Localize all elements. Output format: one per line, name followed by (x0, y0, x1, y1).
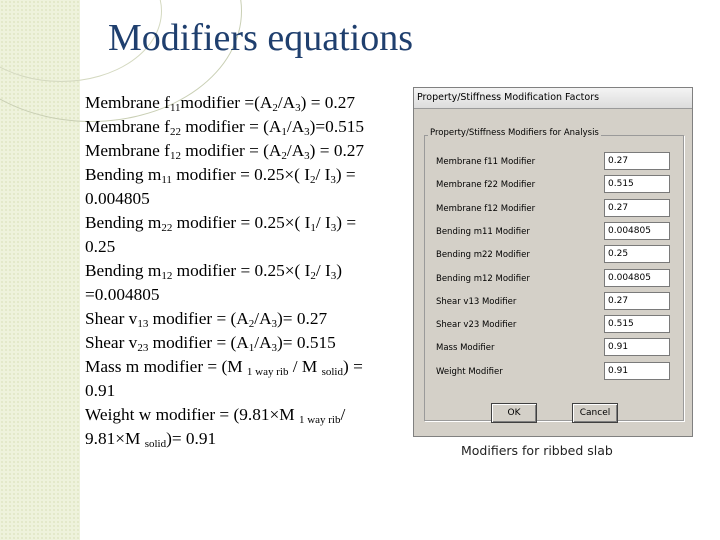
equation-text: modifier = 0.25×( I (171, 165, 310, 184)
modifier-row (414, 269, 684, 289)
equation-text: / I (315, 213, 331, 232)
equation-line (85, 211, 415, 235)
modifier-input[interactable]: 0.27 (604, 292, 670, 310)
ok-button[interactable]: OK (491, 403, 537, 423)
equation-text: Mass m modifier = (M (85, 357, 247, 376)
equation-text: / M (288, 357, 322, 376)
equation-subscript: 1 way rib (298, 414, 341, 426)
equation-text: ) = (336, 213, 357, 232)
modifier-input[interactable]: 0.27 (604, 199, 670, 217)
equation-subscript: 1 (310, 222, 316, 234)
modifier-label: Membrane f11 Modifier (436, 157, 536, 167)
modifier-input[interactable]: 0.004805 (604, 269, 670, 287)
equation-line (85, 427, 415, 451)
equation-line (85, 163, 415, 187)
equation-text: Bending m (85, 165, 162, 184)
equation-text: modifier =(A (180, 93, 273, 112)
equation-text: /A (254, 333, 272, 352)
equation-line (85, 139, 415, 163)
equation-text: /A (286, 141, 305, 160)
equation-subscript: 3 (271, 318, 278, 330)
equation-subscript: 3 (295, 102, 301, 114)
equation-subscript: 13 (137, 318, 149, 330)
equation-subscript: 12 (161, 270, 173, 282)
equation-text: / I (315, 261, 331, 280)
equation-line (85, 403, 415, 427)
equation-line (85, 283, 415, 307)
modifier-label: Bending m22 Modifier (436, 250, 530, 261)
equation-text: modifier = 0.25×( I (172, 261, 311, 280)
modifier-row (414, 362, 684, 382)
modifier-input[interactable]: 0.91 (604, 362, 670, 380)
equation-subscript: 3 (304, 126, 310, 138)
modifier-row (414, 199, 684, 219)
equation-subscript: solid (321, 366, 343, 378)
equation-text: /A (254, 309, 272, 328)
equation-text: Bending m (85, 213, 162, 232)
equation-subscript: 2 (281, 150, 287, 162)
equation-line (85, 259, 415, 283)
equation-text: ) (336, 261, 343, 280)
equation-text: modifier = (A (148, 309, 249, 328)
equation-text: /A (286, 117, 305, 136)
equation-line (85, 355, 415, 379)
equation-subscript: 1 (248, 342, 255, 354)
modifier-input[interactable]: 0.004805 (604, 222, 670, 240)
figure-caption: Modifiers for ribbed slab (461, 443, 613, 458)
modifier-label: Membrane f22 Modifier (436, 180, 536, 191)
equation-text: Shear v (85, 309, 138, 328)
equation-text: =0.004805 (85, 285, 160, 304)
modifier-input[interactable]: 0.515 (604, 315, 670, 333)
modifier-row (414, 292, 684, 312)
equation-line (85, 91, 415, 115)
modifier-row (414, 315, 684, 335)
modifier-input[interactable]: 0.91 (604, 338, 670, 356)
equation-text: modifier = (A (148, 333, 249, 352)
equation-line (85, 307, 415, 331)
slide-title: Modifiers equations (108, 17, 414, 59)
equation-text: ) = (343, 357, 363, 376)
modifier-label: Membrane f12 Modifier (436, 203, 536, 214)
modifier-label: Weight Modifier (436, 366, 503, 377)
modifier-label: Shear v23 Modifier (436, 320, 517, 331)
equation-subscript: 12 (169, 150, 181, 162)
equation-line (85, 115, 415, 139)
equation-subscript: 11 (161, 174, 172, 186)
cancel-button[interactable]: Cancel (572, 403, 618, 423)
modifier-label: Shear v13 Modifier (436, 296, 517, 307)
equation-subscript: 22 (169, 126, 181, 138)
group-label: Property/Stiffness Modifiers for Analysis (430, 128, 599, 138)
equation-subscript: 2 (248, 318, 255, 330)
equation-text: Bending m (85, 261, 162, 280)
equation-subscript: 3 (330, 222, 337, 234)
equation-text: Membrane f (85, 93, 170, 112)
modifier-label: Mass Modifier (436, 343, 495, 354)
equation-text: /A (277, 93, 296, 112)
equation-text: ) = 0.27 (309, 141, 365, 160)
modifier-row (414, 338, 684, 358)
equation-text: 0.004805 (85, 189, 150, 208)
equation-line (85, 187, 415, 211)
equation-text: 9.81×M (85, 429, 145, 448)
equation-text: Shear v (85, 333, 138, 352)
modifier-input[interactable]: 0.515 (604, 175, 670, 193)
equation-subscript: 2 (272, 102, 278, 114)
equation-text: ) = (335, 165, 356, 184)
equation-subscript: 3 (271, 342, 278, 354)
equation-text: Membrane f (85, 117, 170, 136)
equation-subscript: 3 (330, 174, 336, 186)
equation-text: modifier = (A (180, 141, 282, 160)
equation-text: )= 0.27 (277, 309, 328, 328)
dialog-title: Property/Stiffness Modification Factors (414, 88, 692, 109)
equation-subscript: 2 (310, 270, 316, 282)
modifiers-dialog (413, 87, 693, 437)
equation-text: ) = 0.27 (300, 93, 356, 112)
equation-subscript: 11 (169, 102, 181, 114)
modifier-input[interactable]: 0.27 (604, 152, 670, 170)
equation-subscript: 2 (309, 174, 316, 186)
modifier-input[interactable]: 0.25 (604, 245, 670, 263)
equation-text: Weight w modifier = (9.81×M (85, 405, 299, 424)
equation-line (85, 235, 415, 259)
equation-text: / I (315, 165, 331, 184)
modifier-label: Bending m11 Modifier (436, 226, 530, 237)
equation-subscript: 22 (161, 222, 173, 234)
equation-subscript: 1 way rib (246, 366, 289, 378)
equations-list (85, 91, 415, 451)
equation-subscript: 3 (304, 150, 310, 162)
modifier-row (414, 245, 684, 265)
equation-text: )= 0.515 (277, 333, 336, 352)
modifier-row (414, 175, 684, 195)
modifier-row (414, 222, 684, 242)
modifier-row (414, 152, 684, 172)
equation-text: / (340, 405, 346, 424)
equation-line (85, 331, 415, 355)
equation-subscript: 23 (137, 342, 149, 354)
equation-text: Membrane f (85, 141, 170, 160)
equation-subscript: solid (144, 438, 167, 450)
equation-subscript: 1 (281, 126, 287, 138)
equation-line (85, 379, 415, 403)
equation-text: modifier = (A (180, 117, 282, 136)
equation-text: 0.91 (85, 381, 116, 400)
equation-text: )= 0.91 (166, 429, 217, 448)
equation-subscript: 3 (330, 270, 337, 282)
equation-text: 0.25 (85, 237, 116, 256)
modifier-label: Bending m12 Modifier (436, 273, 530, 284)
equation-text: modifier = 0.25×( I (172, 213, 311, 232)
equation-text: )=0.515 (309, 117, 365, 136)
